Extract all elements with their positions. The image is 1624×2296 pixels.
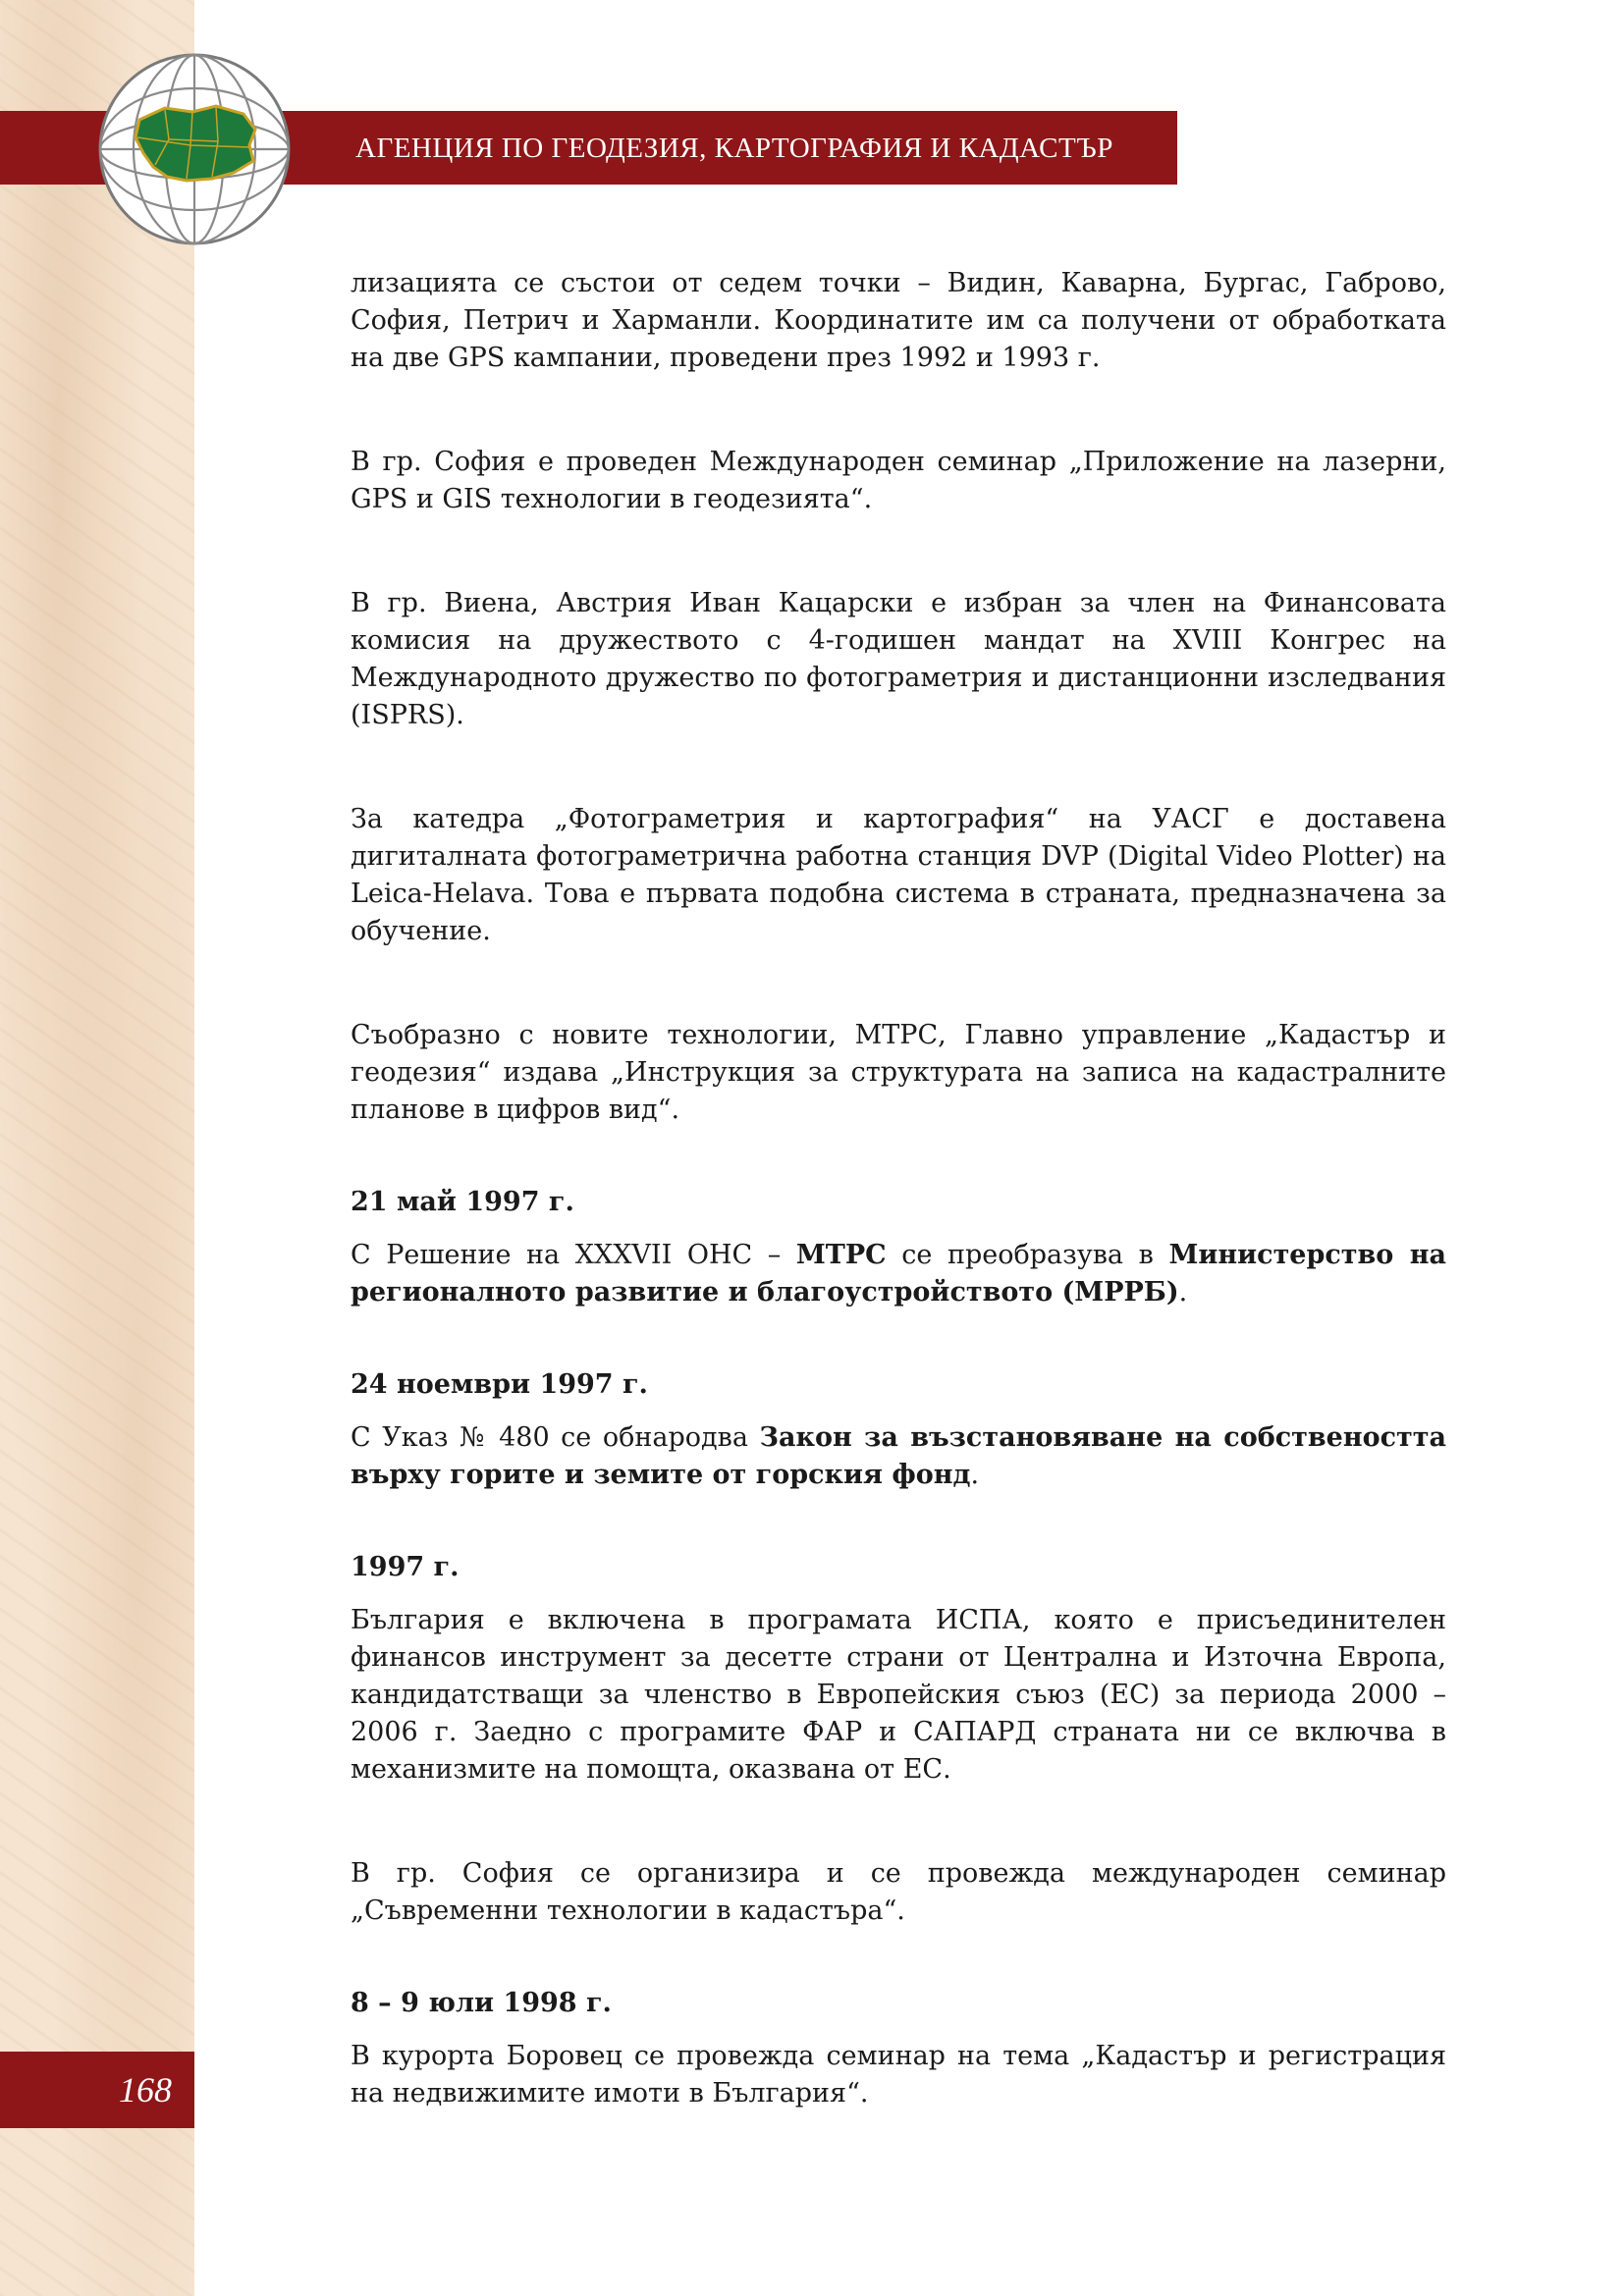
paragraph-borovets: В курорта Боровец се провежда семинар на тема „Кадастър и регистрация на недвижимите имоти в България“. xyxy=(351,2041,1446,2109)
paragraph-forest-law: С Указ № 480 се обнародва Закон за възстановяване на собствеността върху горите и земите от горския фонд. xyxy=(351,1422,1446,1490)
paragraph-instruction: Съобразно с новите технологии, МТРС, Главно управление „Кадастър и геодезия“ издава „Инструкция за структурата на записа на кадастралните планове в цифров вид“. xyxy=(351,1020,1446,1125)
paragraph-dvp-station: За катедра „Фотограметрия и картография“ на УАСГ е доставена дигиталната фотограметрична работна станция DVP (Digital Video Plotter) на Leica-Helava. Това е първата подобна система в страната, предназначена за обучение. xyxy=(351,804,1446,946)
paragraph-mrrb: С Решение на XXXVII ОНС – МТРС се преобразува в Министерство на регионалното развитие и благоустройството (МРРБ). xyxy=(351,1240,1446,1308)
agency-globe-logo xyxy=(96,51,293,247)
paragraph-ispa: България е включена в програмата ИСПА, която е присъединителен финансов инструмент за десетте страни от Централна и Източна Европа, кандидатстващи за членство в Европейския съюз (ЕС) за периода 2000 – 2006 г. Заедно с програмите ФАР и САПАРД страната ни се включва в механизмите на помощта, оказвана от ЕС. xyxy=(351,1605,1446,1785)
date-heading-july-1998: 8 – 9 юли 1998 г. xyxy=(351,1988,612,2018)
page-number: 168 xyxy=(119,2070,172,2109)
paragraph-continuation: лизацията се състои от седем точки – Видин, Каварна, Бургас, Габрово, София, Петрич и Харманли. Координатите им са получени от обработката на две GPS кампании, проведени през 1992 и 1993 г. xyxy=(351,268,1446,373)
date-heading-nov-1997: 24 ноември 1997 г. xyxy=(351,1369,648,1400)
paragraph-vienna-isprs: В гр. Виена, Австрия Иван Кацарски е избран за член на Финансовата комисия на дружеството с 4-годишен мандат на XVIII Конгрес на Международното дружество по фотограметрия и дистанционни изследвания (ISPRS). xyxy=(351,588,1446,730)
page-content xyxy=(351,265,1446,2112)
decorative-side-strip xyxy=(0,0,194,2296)
paragraph-cadastre-seminar: В гр. София се организира и се провежда международен семинар „Съвременни технологии в кадастъра“. xyxy=(351,1858,1446,1926)
date-heading-may-1997: 21 май 1997 г. xyxy=(351,1187,574,1217)
header-title: АГЕНЦИЯ ПО ГЕОДЕЗИЯ, КАРТОГРАФИЯ И КАДАСТЪР xyxy=(355,133,1113,164)
paragraph-sofia-seminar: В гр. София е проведен Международен семинар „Приложение на лазерни, GPS и GIS технологии в геодезията“. xyxy=(351,447,1446,514)
date-heading-1997: 1997 г. xyxy=(351,1552,460,1582)
